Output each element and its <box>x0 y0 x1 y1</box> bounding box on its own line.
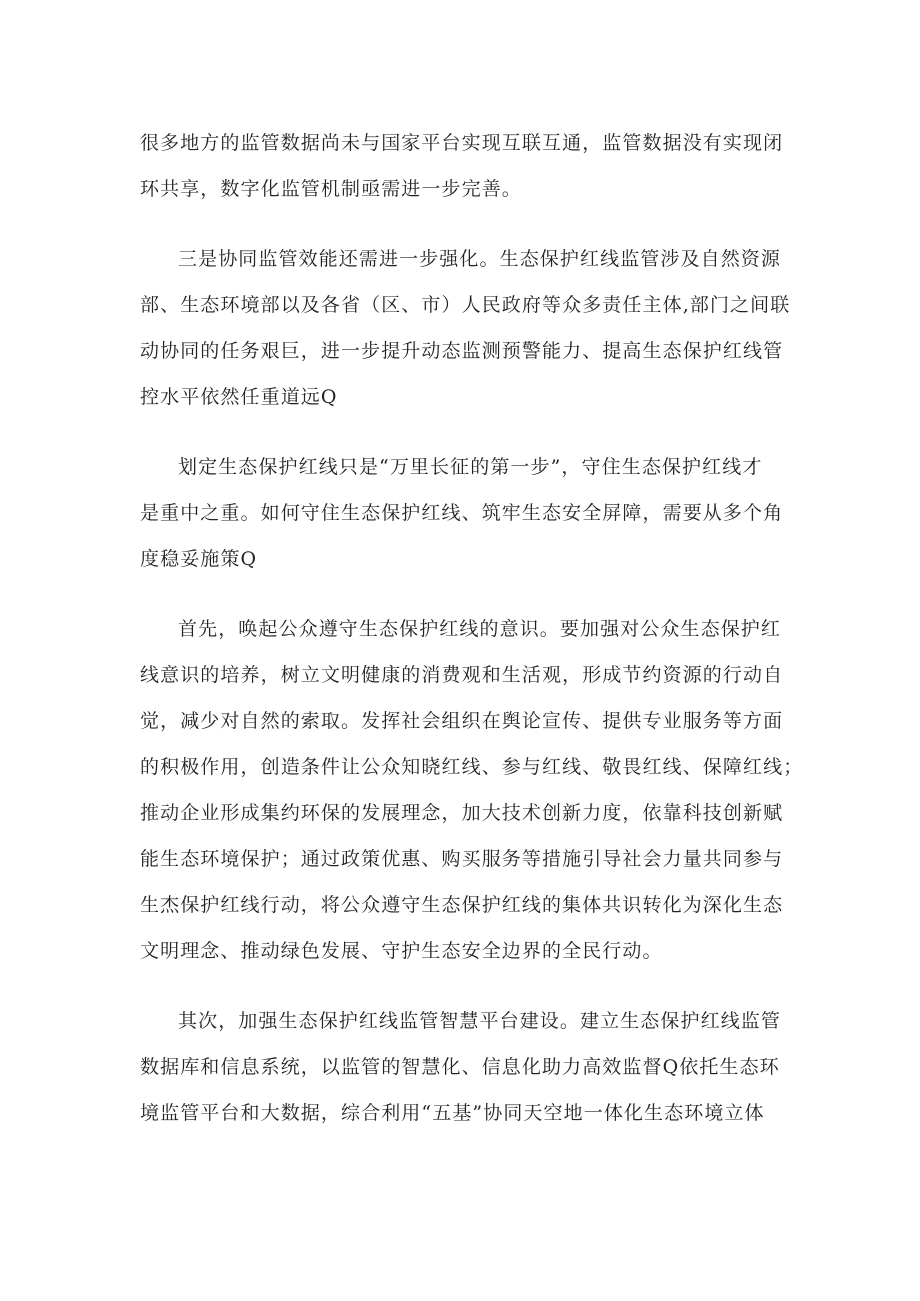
text-line: 的积极作用，创造条件让公众知晓红线、参与红线、敬畏红线、保障红线； <box>140 756 804 778</box>
text-line: 线意识的培养，树立文明健康的消费观和生活观，形成节约资源的行动自 <box>140 664 784 686</box>
text-line: 度稳妥施策Q <box>140 548 258 570</box>
text-line: 是重中之重。如何守住生态保护红线、筑牢生态安全屏障，需要从多个角 <box>140 502 784 524</box>
text-line: 境监管平台和大数据，综合利用“五基”协同天空地一体化生态环境立体 <box>140 1102 765 1124</box>
text-line: 文明理念、推动绿色发展、守护生态安全边界的全民行动。 <box>140 940 663 962</box>
text-line: 其次，加强生态保护红线监管智慧平台建设。建立生态保护红线监管 <box>178 1010 782 1032</box>
document-body <box>140 120 804 1136</box>
paragraph-3 <box>140 444 790 582</box>
text-line: 能生态环境保护；通过政策优惠、购买服务等措施引导社会力量共同参与 <box>140 848 784 870</box>
text-line: 推动企业形成集约环保的发展理念，加大技术创新力度，依靠科技创新赋 <box>140 802 784 824</box>
text-line: 觉，减少对自然的索取。发挥社会组织在舆论宣传、提供专业服务等方面 <box>140 710 784 732</box>
paragraph-5 <box>140 998 790 1136</box>
paragraph-4 <box>140 606 804 974</box>
paragraph-1 <box>140 120 790 212</box>
paragraph-gap <box>140 420 790 444</box>
text-line: 环共享，数字化监管机制亟需进一步完善。 <box>140 178 522 200</box>
text-line: 划定生态保护红线只是“万里长征的第一步”，守住生态保护红线才 <box>178 456 763 478</box>
paragraph-gap <box>140 974 790 998</box>
text-line: 首先，唤起公众遵守生态保护红线的意识。要加强对公众生态保护红 <box>178 618 782 640</box>
paragraph-gap <box>140 582 790 606</box>
text-line: 控水平依然任重道远Q <box>140 386 338 408</box>
text-line: 生杰保护红线行动，将公众遵守生态保护红线的集体共识转化为深化生态 <box>140 894 784 916</box>
text-line: 很多地方的监管数据尚未与国家平台实现互联互通，监管数据没有实现闭 <box>140 132 784 154</box>
paragraph-gap <box>140 212 790 236</box>
text-line: 三是协同监管效能还需进一步强化。生态保护红线监管涉及自然资源 <box>178 248 782 270</box>
text-line: 数据库和信息系统，以监管的智慧化、信息化助力高效监督Q依托生态环 <box>140 1056 780 1078</box>
paragraph-2 <box>140 236 790 420</box>
text-line: 部、生态环境部以及各省（区、市）人民政府等众多责任主体,部门之间联 <box>140 294 791 316</box>
text-line: 动协同的任务艰巨，进一步提升动态监测预警能力、提高生态保护红线管 <box>140 340 784 362</box>
